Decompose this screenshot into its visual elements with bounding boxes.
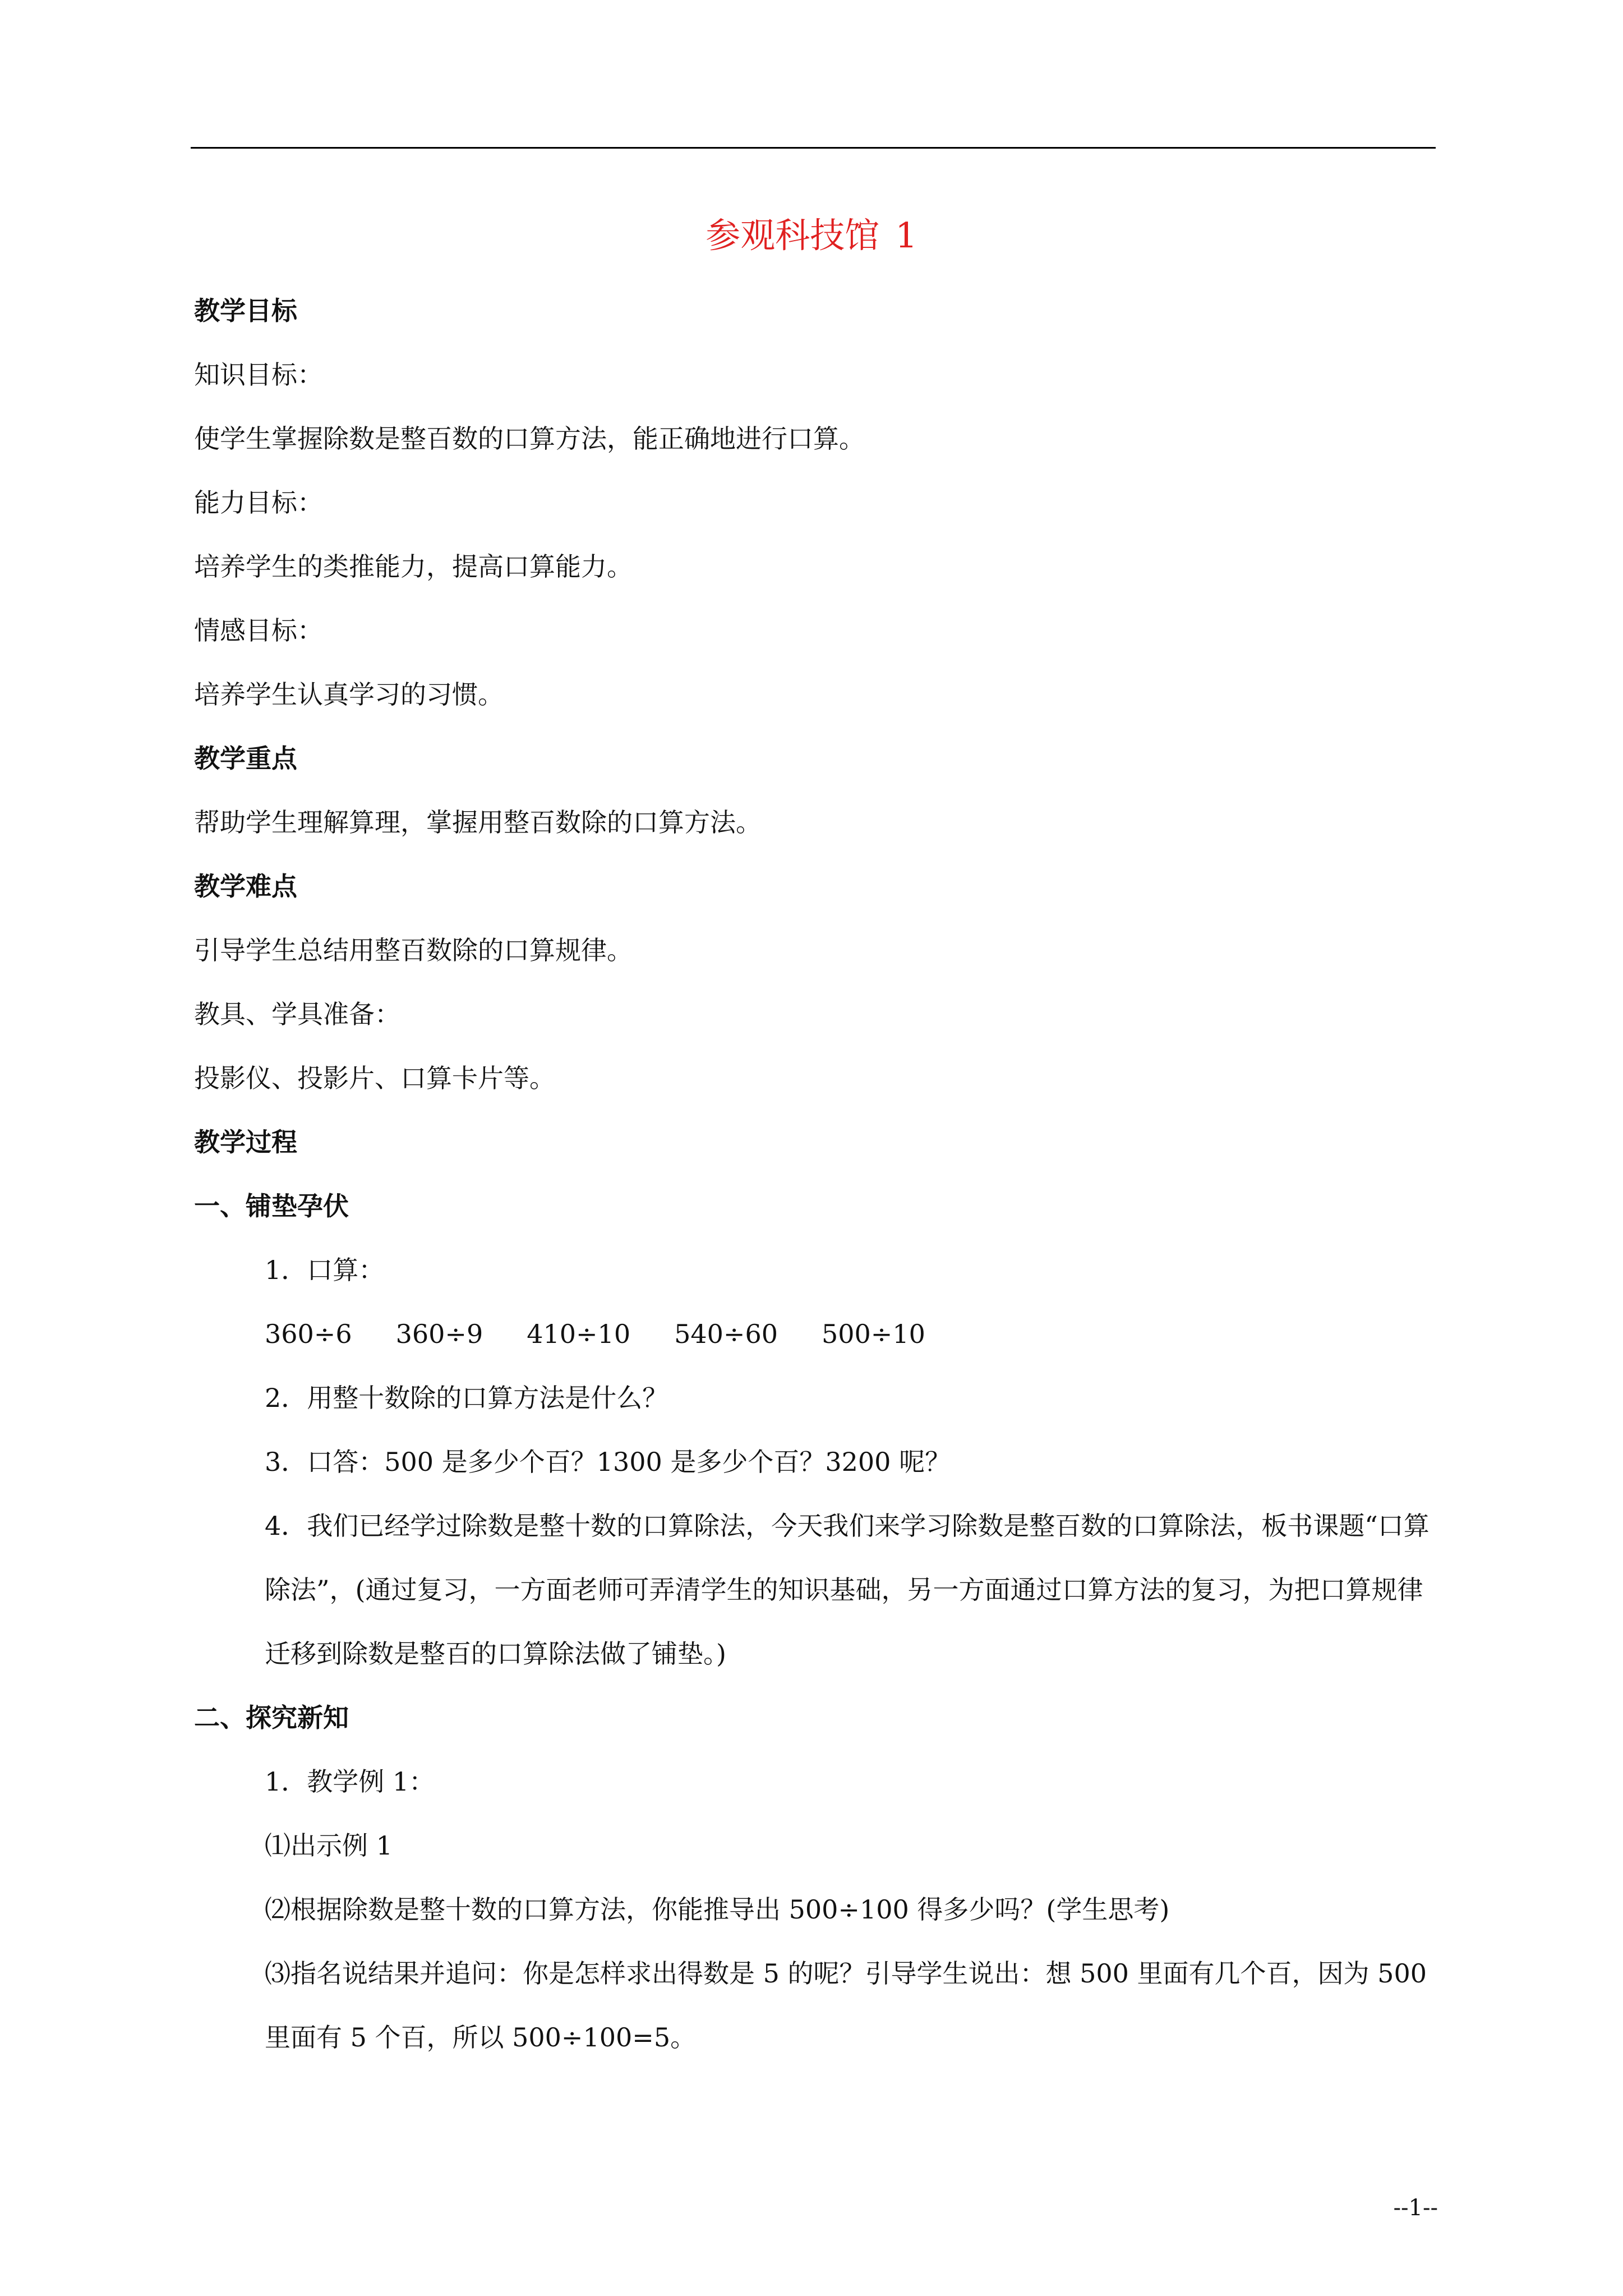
item-4-paragraph: 4．我们已经学过除数是整十数的口算除法，今天我们来学习除数是整百数的口算除法，板书课题“口算除法”，(通过复习，一方面老师可弄清学生的知识基础，另一方面通过口算方法的复习，为把口算规律迁移到除数是整百的口算除法做了铺垫。): [265, 1511, 1430, 1669]
expression: 540÷60: [674, 1319, 778, 1349]
text-difficulties: 引导学生总结用整百数除的口算规律。: [194, 935, 633, 965]
heading-key-points: 教学重点: [194, 743, 297, 774]
label-ability-goal: 能力目标：: [194, 487, 323, 518]
title-number: 1: [895, 215, 917, 256]
expression: 500÷10: [822, 1319, 925, 1349]
item-2: 2．用整十数除的口算方法是什么？: [265, 1383, 668, 1413]
sub-item-1: ⑴出示例 1: [265, 1830, 393, 1861]
item-example-1: 1．教学例 1：: [265, 1766, 435, 1797]
heading-difficulties: 教学难点: [194, 871, 297, 901]
text-key-points: 帮助学生理解算理，掌握用整百数除的口算方法。: [194, 807, 762, 838]
document-body: [194, 292, 1433, 2082]
text-emotion-goal: 培养学生认真学习的习惯。: [194, 679, 504, 710]
expression-row: [194, 1315, 1433, 1353]
label-emotion-goal: 情感目标：: [194, 615, 323, 646]
title-text: 参观科技馆: [706, 215, 880, 256]
heading-section-2: 二、探究新知: [194, 1703, 349, 1733]
expression: 410÷10: [527, 1319, 631, 1349]
sub-item-2: ⑵根据除数是整十数的口算方法，你能推导出 500÷100 得多少吗？(学生思考): [265, 1894, 1170, 1925]
expression: 360÷6: [265, 1319, 352, 1349]
item-3: 3．口答：500 是多少个百？1300 是多少个百？3200 呢？: [265, 1447, 951, 1477]
item-1-oral-calc: 1．口算：: [265, 1255, 385, 1285]
heading-section-1: 一、铺垫孕伏: [194, 1191, 349, 1221]
sub-item-3-paragraph: ⑶指名说结果并追问：你是怎样求出得数是 5 的呢？引导学生说出：想 500 里面有几个百，因为 500 里面有 5 个百，所以 500÷100=5。: [265, 1958, 1427, 2053]
heading-teaching-process: 教学过程: [194, 1127, 297, 1157]
document-title: [0, 213, 1623, 258]
label-materials: 教具、学具准备：: [194, 999, 400, 1029]
heading-teaching-goals: 教学目标: [194, 296, 297, 326]
expression: 360÷9: [395, 1319, 483, 1349]
text-knowledge-goal: 使学生掌握除数是整百数的口算方法，能正确地进行口算。: [194, 424, 865, 454]
page-number: --1--: [1393, 2195, 1438, 2221]
text-materials: 投影仪、投影片、口算卡片等。: [194, 1063, 555, 1093]
label-knowledge-goal: 知识目标：: [194, 360, 323, 390]
header-rule: [191, 147, 1436, 149]
text-ability-goal: 培养学生的类推能力，提高口算能力。: [194, 551, 633, 582]
